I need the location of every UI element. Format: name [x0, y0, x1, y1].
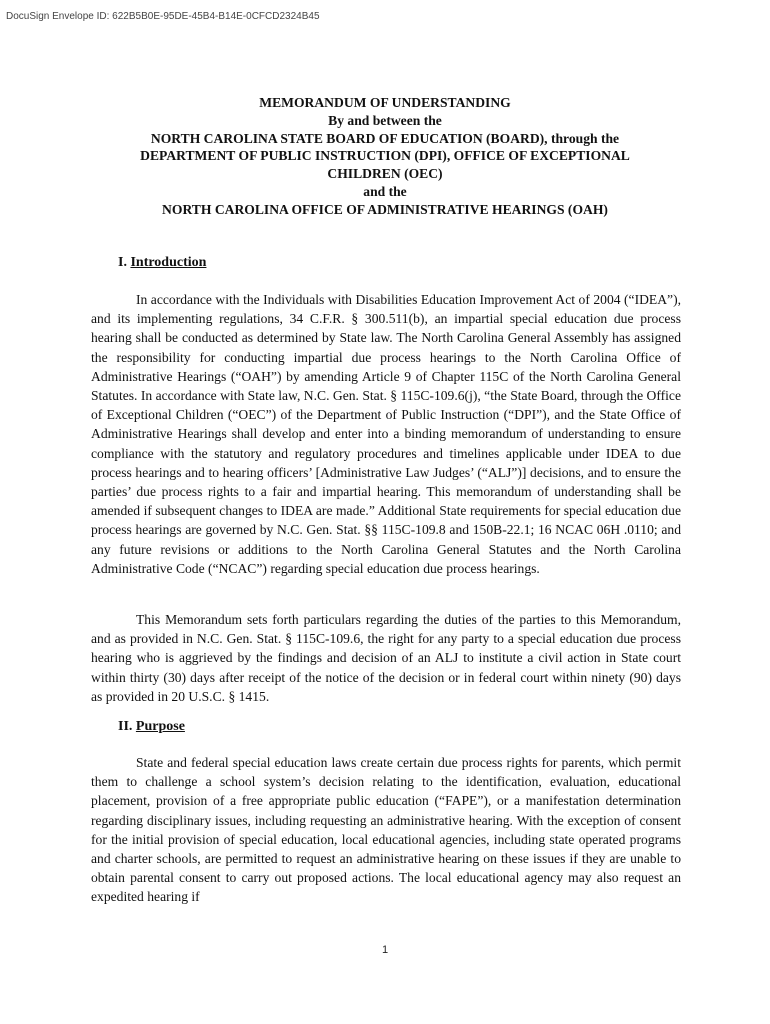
section-number: II. [118, 719, 133, 734]
title-line: NORTH CAROLINA OFFICE OF ADMINISTRATIVE HEARINGS (OAH) [162, 201, 608, 217]
title-line: DEPARTMENT OF PUBLIC INSTRUCTION (DPI), OFFICE OF EXCEPTIONAL [140, 148, 630, 164]
title-line: and the [363, 183, 407, 199]
title-line: CHILDREN (OEC) [327, 166, 443, 182]
page-number: 1 [381, 944, 389, 956]
section-heading-purpose [118, 719, 185, 735]
docusign-envelope-id: DocuSign Envelope ID: 622B5B0E-95DE-45B4-B14E-0CFCD2324B45 [6, 11, 320, 22]
section-number: I. [118, 255, 127, 270]
introduction-paragraph-1: In accordance with the Individuals with Disabilities Education Improvement Act of 2004 (“IDEA”), and its implementing regulations, 34 C.F.R. § 300.511(b), an impartial special education due process hearing shall be conducted as determined by State law. The North Carolina General Assembly has assigned the responsibility for conducting impartial due process hearings to the North Carolina Office of Administrative Hearings (“OAH”) by amending Article 9 of Chapter 115C of the North Carolina General Statutes. In accordance with State law, N.C. Gen. Stat. § 115C-109.6(j), “the State Board, through the Office of Exceptional Children (“OEC”) of the Department of Public Instruction (“DPI”), and the State Office of Administrative Hearings shall develop and enter into a binding memorandum of understanding to ensure compliance with the statutory and regulatory procedures and timelines applicable under IDEA to due process hearings and to hearing officers’ [Administrative Law Judges’ (“ALJ”)] decisions, and to ensure the parties’ due process rights to a fair and impartial hearing. This memorandum of understanding shall be amended if subsequent changes to IDEA are made.” Additional State requirements for special education due process hearings are governed by N.C. Gen. Stat. §§ 115C-109.8 and 150B-22.1; 16 NCAC 06H .0110; and any future revisions or additions to the North Carolina General Statutes and the North Carolina Administrative Code (“NCAC”) regarding special education due process hearings. [91, 292, 681, 576]
title-line: MEMORANDUM OF UNDERSTANDING [259, 95, 511, 110]
section-heading-introduction [118, 255, 206, 271]
introduction-paragraph-2: This Memorandum sets forth particulars regarding the duties of the parties to this Memorandum, and as provided in N.C. Gen. Stat. § 115C-109.6, the right for any party to a special education due process hearing who is aggrieved by the findings and decision of an ALJ to institute a civil action in State court within thirty (30) days after receipt of the notice of the decision or in federal court within ninety (90) days as provided in 20 U.S.C. § 1415. [91, 612, 681, 704]
title-line: NORTH CAROLINA STATE BOARD OF EDUCATION (BOARD), through the [150, 130, 620, 146]
purpose-paragraph-1: State and federal special education laws create certain due process rights for parents, which permit them to challenge a school system’s decision relating to the identification, evaluation, educational placement, provision of a free appropriate public education (“FAPE”), or a manifestation determination regarding disciplinary issues, including requesting an administrative hearing. With the exception of consent for the initial provision of special education, local educational agencies, including state operated programs and charter schools, are permitted to request an administrative hearing on these issues if they are unable to obtain parental consent to carry out proposed actions. The local educational agency may also request an expedited hearing if [91, 755, 681, 905]
section-title: Purpose [135, 719, 185, 734]
title-line: By and between the [328, 112, 442, 128]
section-title: Introduction [130, 255, 207, 270]
document-title [70, 94, 700, 219]
